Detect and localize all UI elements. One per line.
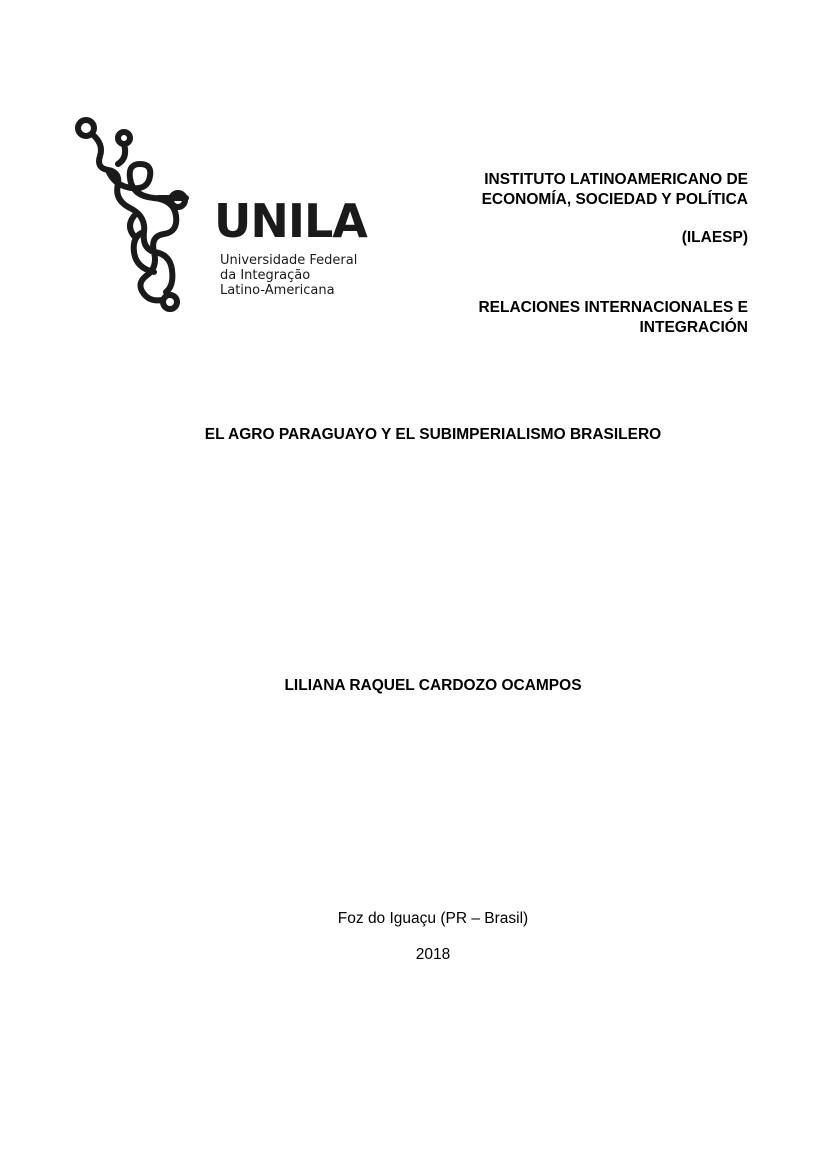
- logo-subtitle-line: Universidade Federal: [220, 253, 358, 268]
- year: 2018: [415, 946, 451, 963]
- course-name: [408, 298, 748, 338]
- logo-subtitle-line: Latino-Americana: [220, 283, 335, 298]
- author-name: LILIANA RAQUEL CARDOZO OCAMPOS: [284, 677, 582, 694]
- logo-subtitle-line: da Integração: [220, 268, 311, 283]
- unila-logo: [74, 116, 367, 316]
- course-line: INTEGRACIÓN: [639, 319, 748, 336]
- document-title: EL AGRO PARAGUAYO Y EL SUBIMPERIALISMO BRASILERO: [204, 426, 662, 443]
- course-line: RELACIONES INTERNACIONALES E: [478, 299, 748, 316]
- institute-name: [408, 170, 748, 210]
- place: Foz do Iguaçu (PR – Brasil): [337, 910, 529, 927]
- institute-line: ECONOMÍA, SOCIEDAD Y POLÍTICA: [481, 191, 748, 208]
- unila-knot-icon: [74, 116, 214, 316]
- logo-subtitle: [220, 253, 357, 298]
- institute-line: INSTITUTO LATINOAMERICANO DE: [484, 171, 748, 188]
- logo-wordmark: UNILA: [214, 194, 367, 248]
- institute-abbrev: (ILAESP): [681, 229, 748, 246]
